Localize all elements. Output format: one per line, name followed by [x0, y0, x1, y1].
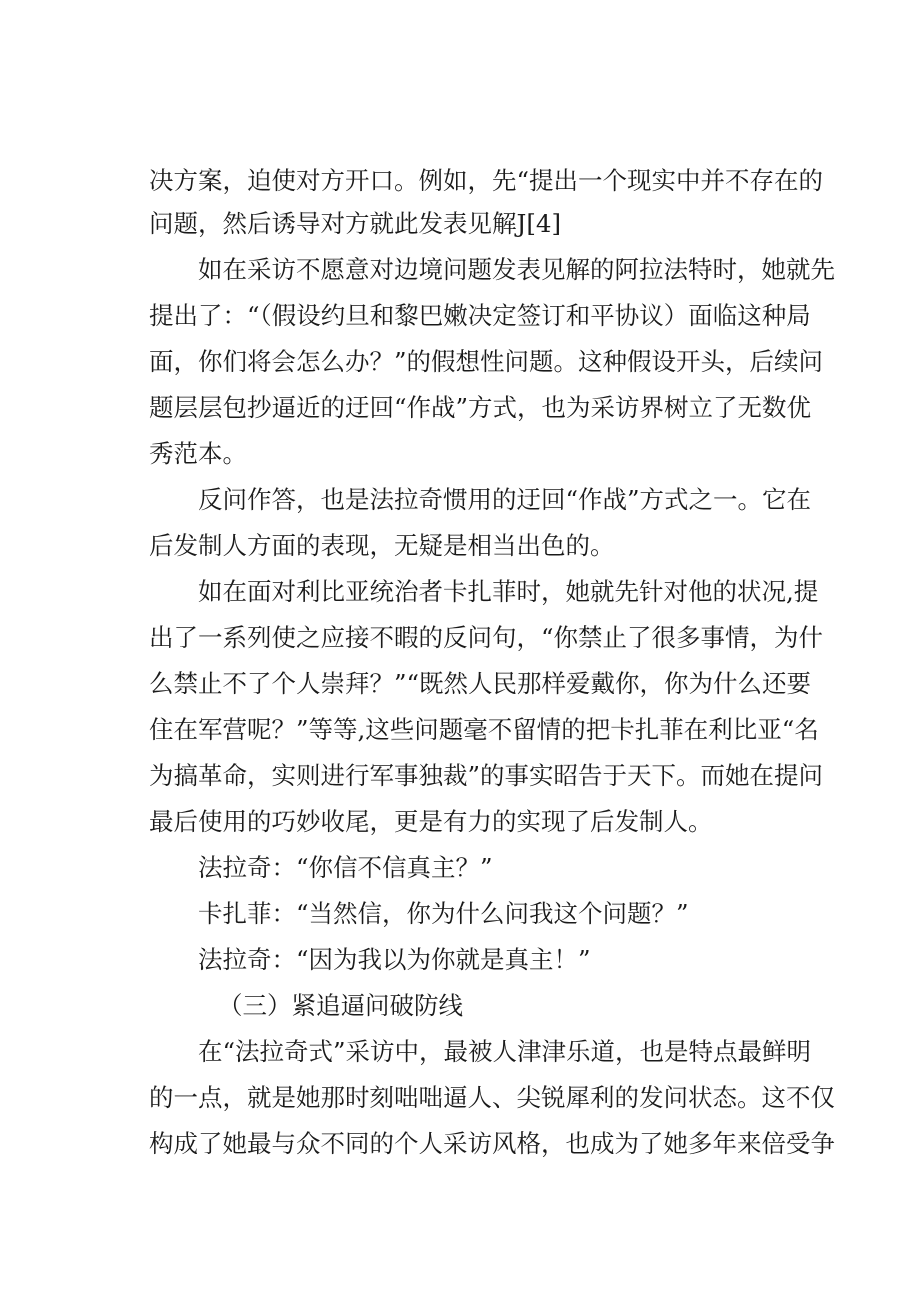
text-line: 题层层包抄逼近的迂回“作战”方式，也为采访界树立了无数优: [149, 393, 812, 422]
text-line: 住在军营呢？”等等,这些问题毫不留情的把卡扎菲在利比亚“名: [149, 715, 819, 744]
text-line: 出了一系列使之应接不暇的反问句，“你禁止了很多事情，为什: [149, 623, 824, 652]
text-line: 为搞革命，实则进行军事独裁”的事实昭告于天下。而她在提问: [149, 761, 824, 790]
text-line: 的一点，就是她那时刻咄咄逼人、尖锐犀利的发问状态。这不仅: [149, 1083, 835, 1112]
text-line: 问题，然后诱导对方就此发表见解J[4]: [149, 209, 562, 238]
dialog-line: 卡扎菲：“当然信，你为什么问我这个问题？”: [198, 899, 689, 928]
text-line: 如在采访不愿意对边境问题发表见解的阿拉法特时，她就先: [198, 255, 835, 284]
text-line: 提出了：“（假设约旦和黎巴嫩决定签订和平协议）面临这种局: [149, 301, 811, 330]
text-line: 在“法拉奇式”采访中，最被人津津乐道，也是特点最鲜明: [198, 1037, 812, 1066]
text-line: 构成了她最与众不同的个人采访风格，也成为了她多年来倍受争: [149, 1129, 835, 1158]
text-line: 如在面对利比亚统治者卡扎菲时，她就先针对他的状况,提: [198, 577, 819, 606]
text-line: 秀范本。: [149, 439, 247, 468]
section-heading: （三）紧追逼问破防线: [218, 991, 463, 1020]
dialog-line: 法拉奇：“你信不信真主？”: [198, 853, 493, 882]
text-line: 最后使用的巧妙收尾，更是有力的实现了后发制人。: [149, 807, 713, 836]
dialog-line: 法拉奇：“因为我以为你就是真主！”: [198, 945, 591, 974]
text-line: 后发制人方面的表现，无疑是相当出色的。: [149, 531, 615, 560]
text-line: 么禁止不了个人崇拜？”“既然人民那样爱戴你，你为什么还要: [149, 669, 812, 698]
text-line: 面，你们将会怎么办？”的假想性问题。这种假设开头，后续问: [149, 347, 824, 376]
text-line: 反问作答，也是法拉奇惯用的迂回“作战”方式之一。它在: [198, 485, 812, 514]
text-line: 决方案，迫使对方开口。例如，先“提出一个现实中并不存在的: [149, 166, 824, 195]
